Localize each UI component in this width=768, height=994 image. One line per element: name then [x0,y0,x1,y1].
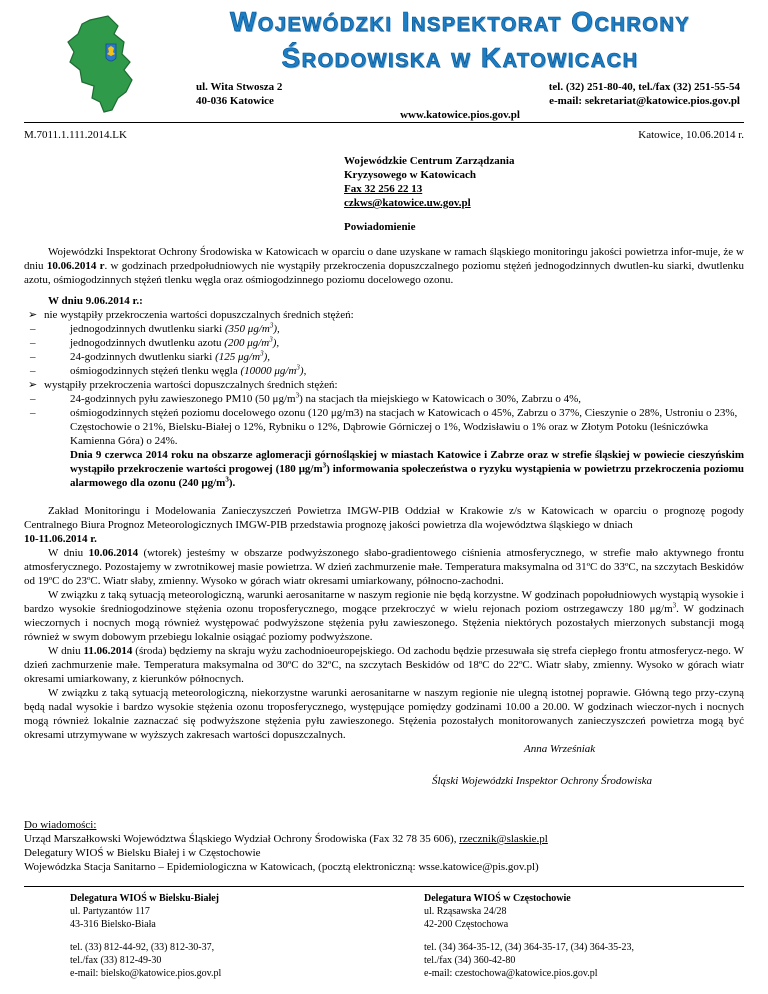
list-item: – jednogodzinnych dwutlenku azotu (200 $\mu g/m^3$), [30,335,280,349]
cc-heading: Do wiadomości: [24,819,97,831]
list-item: – ośmiogodzinnych stężeń tlenku węgla (10000 $\mu g/m^3$), [30,363,307,377]
silesia-map-eagle-icon [60,12,172,120]
subject: Powiadomienie [344,221,416,233]
recipient [344,154,514,210]
footer-right-addr2: 42-200 Częstochowa [424,919,509,930]
footer-right-name: Delegatura WIOŚ w Częstochowie [424,893,571,904]
footer-left-email[interactable]: e-mail: bielsko@katowice.pios.gov.pl [70,968,222,979]
day1-list1 [30,322,744,378]
address-left [196,80,282,108]
street: ul. Wita Stwosza 2 [196,81,283,93]
ozone-item: ośmiogodzinnych stężeń poziomu docelowego ozonu (120 μg/m3) na stacjach w Katowicach o 45%, Zabrzu o 37%, Cieszynie o 28%, Ustroniu o 23%, Częstochowie o 21%, Bielsku-Białej o 12%, Rybniku o 12%, Dąbrowie Górniczej o 1%, Wodzisławiu o 1% oraz w Złotym Potoku (leśniczówka Kamienna Góra) o 24%. [70,407,738,447]
footer-right-tel1: tel. (34) 364-35-12, (34) 364-35-17, (34) 364-35-23, [424,942,634,953]
pm10-item: 24-godzinnych pyłu zawieszonego PM10 (50 $\mu g/m^3$) na stacjach tła miejskiego w Katowicach o 30%, Zabrzu o 4%, [70,391,581,405]
forecast-day1: W dniu 10.06.2014 (wtorek) jesteśmy w obszarze podwyższonego słabo-gradientowego ciśnienia atmosferycznego, w strefie mało aktywnego frontu atmosferycznego. Pozostajemy w zwrotnikowej masie powietrza. W dzień zachmurzenie małe. Temperatura maksymalna od 31ºC do 33ºC, na szczytach Beskidów od 19ºC do 23ºC. Wiatr słaby, zmienny. Wysoko w górach wiatr okresami umiarkowany, północno-zachodni. [24,547,745,587]
recipient-line2: Kryzysowego w Katowicach [344,169,476,181]
forecast-day1-conditions: W związku z taką sytuacją meteorologiczną, warunki aerosanitarne w naszym regionie nie będą korzystne. W godzinach popołudniowych wystąpią wysokie i bardzo wysokie średniogodzinowe stężenia ozonu troposferycznego, mogące przekroczyć w wielu rejonach poziom ostrzegawczy 180 $\mu g/m^3$. W godzinach wieczornych i nocnych mogą również występować podwyższone stężenia pyłu zawieszonego. Stężenia niektórych pozostałych mierzonych substancji mogą również w swym dobowym przebiegu lokalnie osiągać poziomy podwyższone. [24,589,744,643]
dash-icon: – [30,407,36,419]
forecast-day2: W dniu 11.06.2014 (środa) będziemy na skraju wyżu zachodnioeuropejskiego. Od zachodu będzie przesuwała się strefa ciepłego frontu atmosferycz-nego. W dzień zachmurzenie małe. Temperatura maksymalna od 30ºC do 32ºC, na szczytach Beskidów od 18ºC do 22ºC. Wiatr słaby, zmienny. Wysoko w górach wiatr okresami umiarkowany, z kierunków północnych. [24,645,744,685]
day1-heading: W dniu 9.06.2014 r.: [48,295,143,307]
dash-icon: – [30,393,36,405]
footer-left-addr2: 43-316 Bielsko-Biała [70,919,156,930]
list-item: – 24-godzinnych dwutlenku siarki (125 $\mu g/m^3$), [30,349,270,363]
forecast-intro: Zakład Monitoringu i Modelowania Zanieczyszczeń Powietrza IMGW-PIB Oddział w Krakowie z/s w Katowicach w oparciu o prognozę pogody Centralnego Biura Prognoz Meteorologicznych IMGW-PIB przedstawia prognozę jakości powietrza dla województwa śląskiego w dniach 10-11.06.2014 r. [24,505,744,545]
cc-line1: Urząd Marszałkowski Województwa Śląskiego Wydział Ochrony Środowiska (Fax 32 78 35 606), rzecznik@slaskie.pl [24,833,548,845]
institution-title-line2: Środowiska w Katowicach [281,42,639,73]
footer-right-email[interactable]: e-mail: czestochowa@katowice.pios.gov.pl [424,968,598,979]
distribution-list [24,818,744,874]
cc-line2: Delegatury WIOŚ w Bielsku Białej i w Częstochowie [24,847,261,859]
footer-left-name: Delegatura WIOŚ w Bielsku-Białej [70,893,219,904]
recipient-line1: Wojewódzkie Centrum Zarządzania [344,155,515,167]
institution-title-line1: Wojewódzki Inspektorat Ochrony [229,6,691,37]
email: e-mail: sekretariat@katowice.pios.gov.pl [549,95,740,107]
day1-bullet1: nie wystąpiły przekroczenia wartości dopuszczalnych średnich stężeń: [44,309,354,321]
footer-divider [24,886,744,887]
phone-fax: tel. (32) 251-80-40, tel./fax (32) 251-55-54 [548,81,740,93]
cc-email-link[interactable]: rzecznik@slaskie.pl [459,833,548,845]
list-item: – jednogodzinnych dwutlenku siarki (350 $\mu g/m^3$), [30,321,280,335]
header-divider [24,122,744,123]
place-date: Katowice, 10.06.2014 r. [638,129,744,141]
footer-right [424,892,744,980]
footer-left-addr1: ul. Partyzantów 117 [70,906,150,917]
footer-left [70,892,370,980]
footer-left-tel2: tel./fax (33) 812-49-30 [70,955,162,966]
reference-number: M.7011.1.111.2014.LK [24,129,127,141]
footer-right-addr1: ul. Rząsawska 24/28 [424,906,507,917]
cc-line3: Wojewódzka Stacja Sanitarno – Epidemiologiczna w Katowicach, (pocztą elektroniczną: wsse.katowice@pis.gov.pl) [24,861,539,873]
footer-left-tel1: tel. (33) 812-44-92, (33) 812-30-37, [70,942,215,953]
address-right [440,80,740,108]
signature-name: Anna Wrześniak [524,743,596,755]
website[interactable]: www.katowice.pios.gov.pl [400,109,520,121]
recipient-email[interactable]: czkws@katowice.uw.gov.pl [344,197,471,209]
arrow-bullet-icon: ➢ [28,379,38,391]
intro-paragraph: Wojewódzki Inspektorat Ochrony Środowiska w Katowicach w oparciu o dane uzyskane w ramach śląskiego monitoringu jakości powietrza infor-muje, że w dniu 10.06.2014 r. w godzinach przedpołudniowych nie wystąpiły przekroczenia dopuszczalnego poziomu stężeń jednogodzinnych dwutlen-ku siarki, dwutlenku azotu, ośmiogodzinnych stężeń tlenku węgla oraz ośmiogodzinnego poziomu docelowego ozonu. [24,246,744,286]
forecast-day2-conditions: W związku z taką sytuacją meteorologiczną, niekorzystne warunki aerosanitarne w naszym regionie nie ulegną istotnej poprawie. Główną tego przy-czyną będą nadal wysokie i bardzo wysokie stężenia ozonu troposferycznego, występujące pomiędzy godzinami 10.00 a 20.00. W godzinach wieczor-nych i nocnych mogą również lokalnie zaznaczać się podwyższone stężenia pyłu zawieszonego. Stężenia pozostałych monitorowanych zanieczyszczeń powietrza mogą być okresami utrzymywane w wyższych zakresach wartości dopuszczalnych. [24,687,744,741]
ozone-threshold-note: Dnia 9 czerwca 2014 roku na obszarze aglomeracji górnośląskiej w miastach Katowice i Zabrze oraz w strefie śląskiej w powiecie cieszyńskim wystąpiło przekroczenie wartości progowej (180 $\mu g/m^3$) informowania społeczeństwa o ryzyku wystąpienia w powietrzu przekroczenia poziomu alarmowego dla ozonu (240 $\mu g/m^3$). [70,449,744,489]
postal-city: 40-036 Katowice [196,95,274,107]
day1-bullet2: wystąpiły przekroczenia wartości dopuszczalnych średnich stężeń: [44,379,338,391]
footer-right-tel2: tel./fax (34) 360-42-80 [424,955,516,966]
arrow-bullet-icon: ➢ [28,309,38,321]
recipient-fax: Fax 32 256 22 13 [344,183,423,195]
signature-title: Śląski Wojewódzki Inspektor Ochrony Środowiska [432,775,652,787]
